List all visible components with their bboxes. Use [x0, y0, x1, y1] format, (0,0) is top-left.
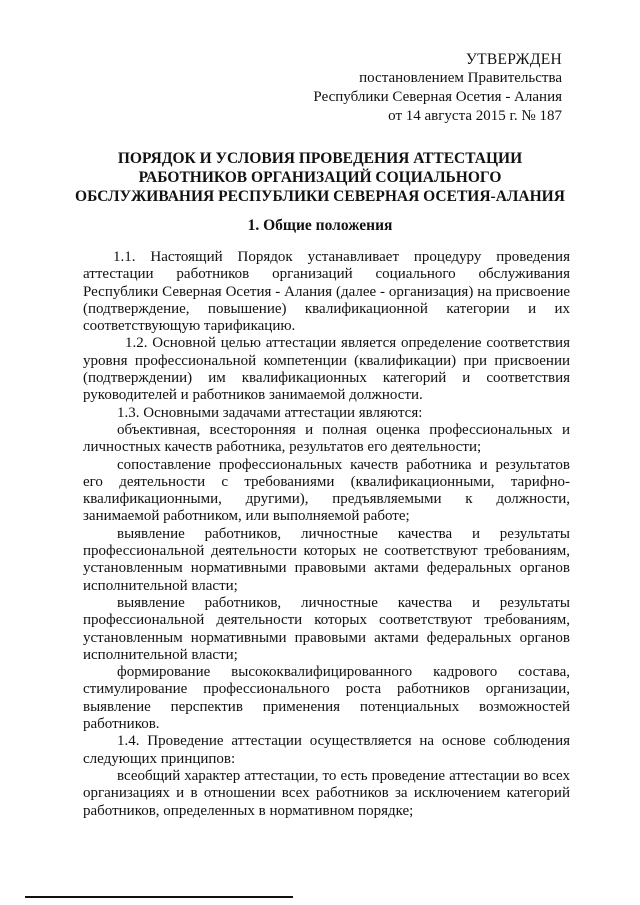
list-item-task-5: формирование высококвалифицированного кадрового состава, стимулирование профессионального роста работников организации, выявление перспектив применения потенциальных возможностей работников. [83, 664, 570, 733]
document-title [60, 149, 580, 206]
list-item-principle-1: всеобщий характер аттестации, то есть проведение аттестации во всех организациях и в отношении всех работников за исключением категорий работников, определенных в нормативном порядке; [83, 767, 570, 819]
approval-line-3: от 14 августа 2015 г. № 187 [388, 108, 562, 124]
approval-heading: УТВЕРЖДЕН [465, 51, 562, 68]
list-item-task-1: объективная, всесторонняя и полная оценка профессиональных и личностных качеств работника, результатов его деятельности; [83, 421, 570, 456]
list-item-task-4: выявление работников, личностные качества и результаты профессиональной деятельности которых соответствуют требованиям, установленным нормативными правовыми актами федеральных органов исполнительной власти; [83, 594, 570, 663]
section-heading: 1. Общие положения [247, 217, 393, 234]
list-item-task-2: сопоставление профессиональных качеств работника и результатов его деятельности с требованиями (квалификационными, тарифно-квалификационными, другими), предъявляемыми к должности, занимаемой работником, или выполняемой работе; [83, 456, 570, 525]
footnote-divider [25, 896, 293, 898]
title-line-3: ОБСЛУЖИВАНИЯ РЕСПУБЛИКИ СЕВЕРНАЯ ОСЕТИЯ-АЛАНИЯ [75, 188, 565, 205]
paragraph-1-4: 1.4. Проведение аттестации осуществляется на основе соблюдения следующих принципов: [83, 733, 570, 767]
document-body [83, 249, 570, 820]
approval-line-2: Республики Северная Осетия - Алания [313, 89, 562, 105]
title-line-2: РАБОТНИКОВ ОРГАНИЗАЦИЙ СОЦИАЛЬНОГО [138, 169, 502, 186]
paragraph-1-2: 1.2. Основной целью аттестации является определение соответствия уровня профессиональной компетенции (квалификации) при присвоении (подтверждении) им квалификационных категорий и соответствия руководителей и работников занимаемой должности. [83, 335, 570, 404]
approval-line-1: постановлением Правительства [359, 70, 562, 86]
approval-stamp-block [313, 50, 562, 126]
paragraph-1-3: 1.3. Основными задачами аттестации являются: [117, 404, 423, 421]
list-item-task-3: выявление работников, личностные качества и результаты профессиональной деятельности которых не соответствуют требованиям, установленным нормативными правовыми актами федеральных органов исполнительной власти; [83, 525, 570, 594]
title-line-1: ПОРЯДОК И УСЛОВИЯ ПРОВЕДЕНИЯ АТТЕСТАЦИИ [117, 150, 523, 167]
paragraph-1-1: 1.1. Настоящий Порядок устанавливает процедуру проведения аттестации работников организаций социального обслуживания Республики Северная Осетия - Алания (далее - организация) на присвоение (подтверждение, повышение) квалификационной категории и их соответствующую тарификацию. [83, 249, 570, 335]
